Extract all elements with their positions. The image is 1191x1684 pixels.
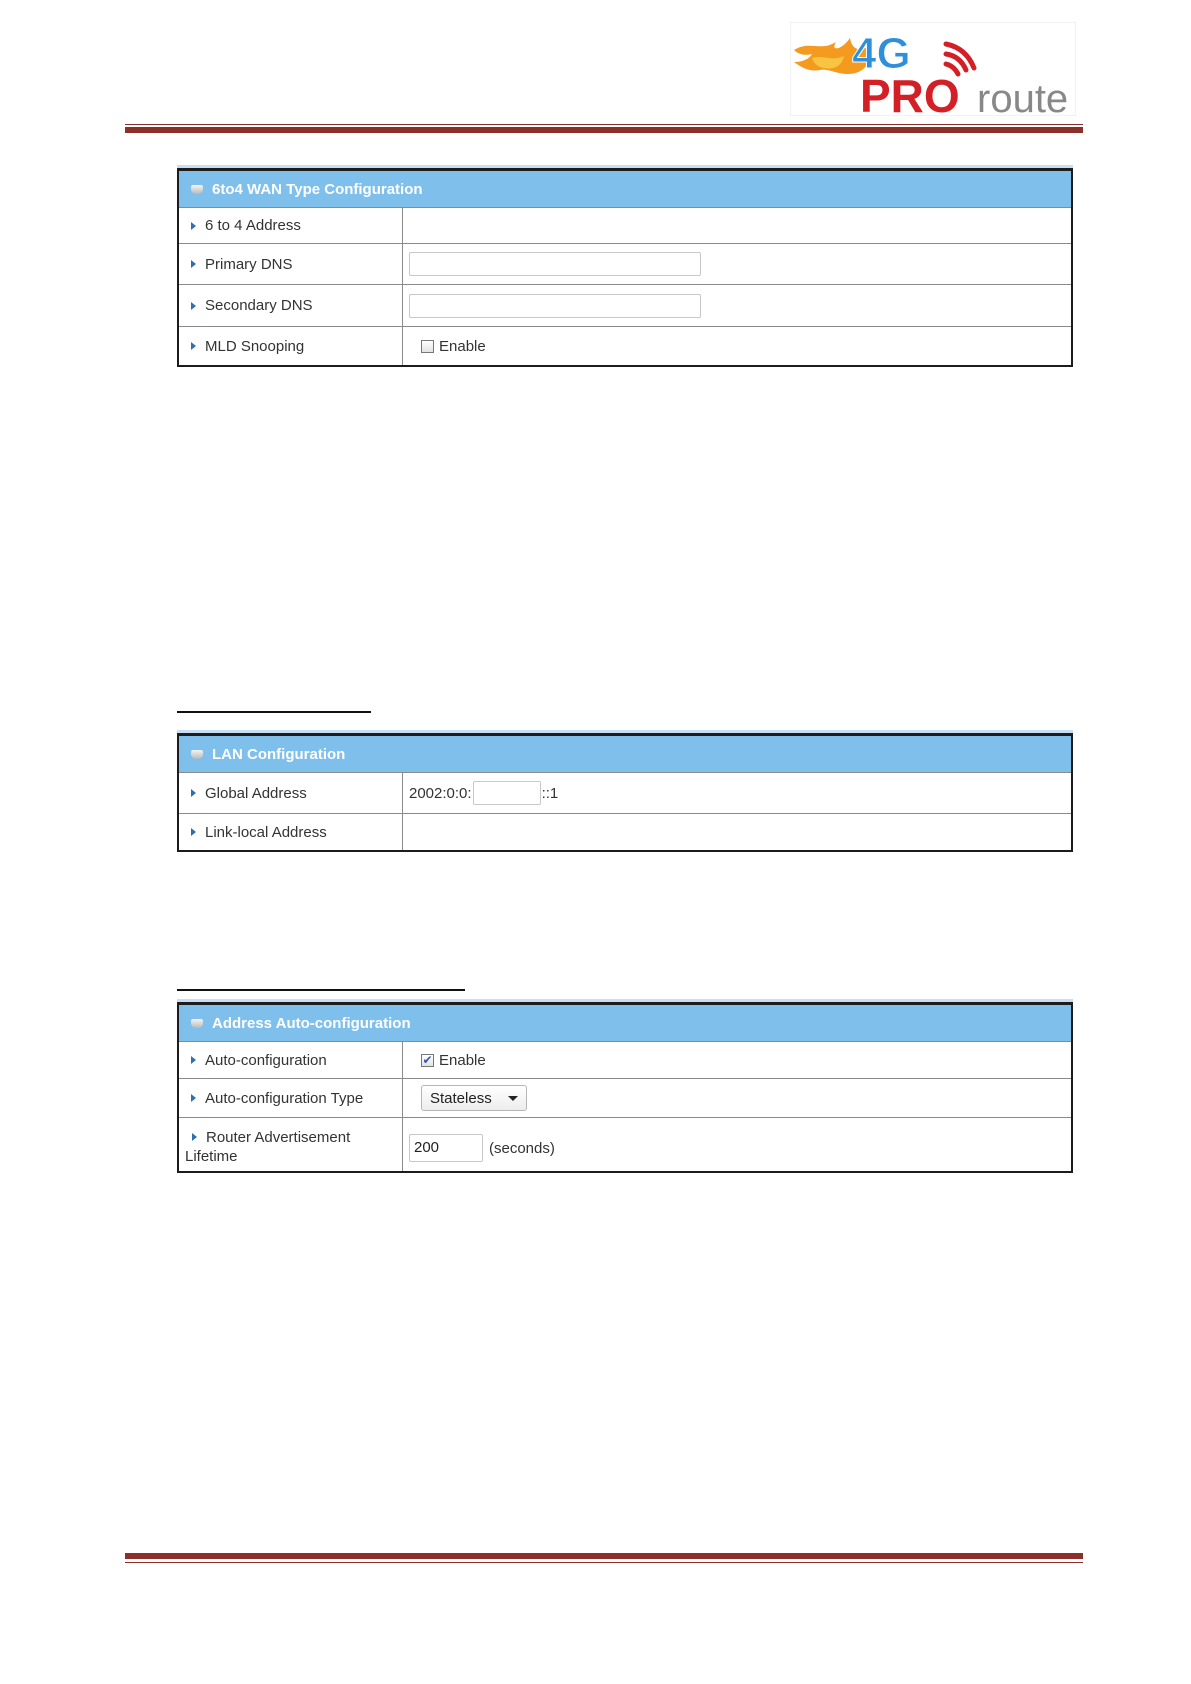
6to4-address-value bbox=[403, 208, 1071, 243]
lifetime-input[interactable] bbox=[409, 1134, 483, 1162]
field-label: Secondary DNS bbox=[205, 297, 313, 314]
section-icon bbox=[191, 1019, 203, 1028]
lifetime-unit: (seconds) bbox=[489, 1140, 555, 1157]
arrow-right-icon bbox=[191, 342, 196, 350]
arrow-right-icon bbox=[191, 222, 196, 230]
arrow-right-icon bbox=[192, 1133, 197, 1141]
checkmark-icon: ✔ bbox=[422, 1053, 433, 1067]
header-rule bbox=[125, 127, 1083, 133]
lan-config-panel bbox=[177, 733, 1073, 852]
row-global-address bbox=[179, 772, 1071, 813]
auto-configuration-type-select[interactable] bbox=[421, 1085, 527, 1111]
auto-configuration-checkbox[interactable] bbox=[421, 1054, 434, 1067]
footer-rule bbox=[125, 1553, 1083, 1559]
section-icon bbox=[191, 185, 203, 194]
brand-logo bbox=[790, 22, 1076, 116]
checkbox-label: Enable bbox=[439, 1051, 486, 1069]
wan-config-panel bbox=[177, 168, 1073, 367]
row-auto-configuration bbox=[179, 1041, 1071, 1078]
row-auto-configuration-type bbox=[179, 1078, 1071, 1117]
arrow-right-icon bbox=[191, 260, 196, 268]
primary-dns-input[interactable] bbox=[409, 252, 701, 276]
global-address-prefix: 2002:0:0: bbox=[409, 784, 472, 802]
panel-title: 6to4 WAN Type Configuration bbox=[212, 180, 423, 198]
row-mld-snooping bbox=[179, 326, 1071, 365]
panel-header bbox=[179, 1005, 1071, 1041]
global-address-input[interactable] bbox=[473, 781, 541, 805]
select-value: Stateless bbox=[430, 1089, 492, 1107]
row-primary-dns bbox=[179, 243, 1071, 284]
logo-pro-text: PRO bbox=[860, 70, 960, 116]
logo-route-text: route bbox=[977, 77, 1069, 116]
panel-header bbox=[179, 171, 1071, 207]
panel-title: Address Auto-configuration bbox=[212, 1014, 411, 1032]
field-label: Link-local Address bbox=[205, 823, 327, 841]
logo-4g-text: 4G bbox=[852, 29, 911, 78]
row-link-local-address bbox=[179, 813, 1071, 850]
section-icon bbox=[191, 750, 203, 759]
arrow-right-icon bbox=[191, 302, 196, 310]
row-secondary-dns bbox=[179, 284, 1071, 326]
arrow-right-icon bbox=[191, 828, 196, 836]
panel-title: LAN Configuration bbox=[212, 745, 346, 763]
arrow-right-icon bbox=[191, 1094, 196, 1102]
field-label: MLD Snooping bbox=[205, 337, 305, 355]
global-address-suffix: ::1 bbox=[541, 784, 559, 802]
field-label: Global Address bbox=[205, 784, 307, 802]
link-local-address-value bbox=[403, 814, 1071, 850]
field-label: Auto-configuration bbox=[205, 1051, 327, 1069]
field-label: 6 to 4 Address bbox=[205, 217, 301, 234]
row-router-advertisement-lifetime bbox=[179, 1117, 1071, 1171]
section-heading-underline bbox=[177, 711, 371, 713]
field-label: Auto-configuration Type bbox=[205, 1089, 364, 1107]
field-label: Primary DNS bbox=[205, 255, 293, 273]
panel-header bbox=[179, 736, 1071, 772]
field-label-continued: Lifetime bbox=[185, 1148, 238, 1165]
arrow-right-icon bbox=[191, 789, 196, 797]
checkbox-label: Enable bbox=[439, 337, 486, 355]
row-6to4-address bbox=[179, 207, 1071, 243]
logo-graphic bbox=[790, 22, 1076, 116]
secondary-dns-input[interactable] bbox=[409, 294, 701, 318]
mld-snooping-checkbox[interactable] bbox=[421, 340, 434, 353]
section-heading-underline bbox=[177, 989, 465, 991]
chevron-down-icon bbox=[508, 1096, 518, 1101]
arrow-right-icon bbox=[191, 1056, 196, 1064]
field-label: Router Advertisement bbox=[206, 1129, 351, 1146]
auto-config-panel bbox=[177, 1002, 1073, 1173]
